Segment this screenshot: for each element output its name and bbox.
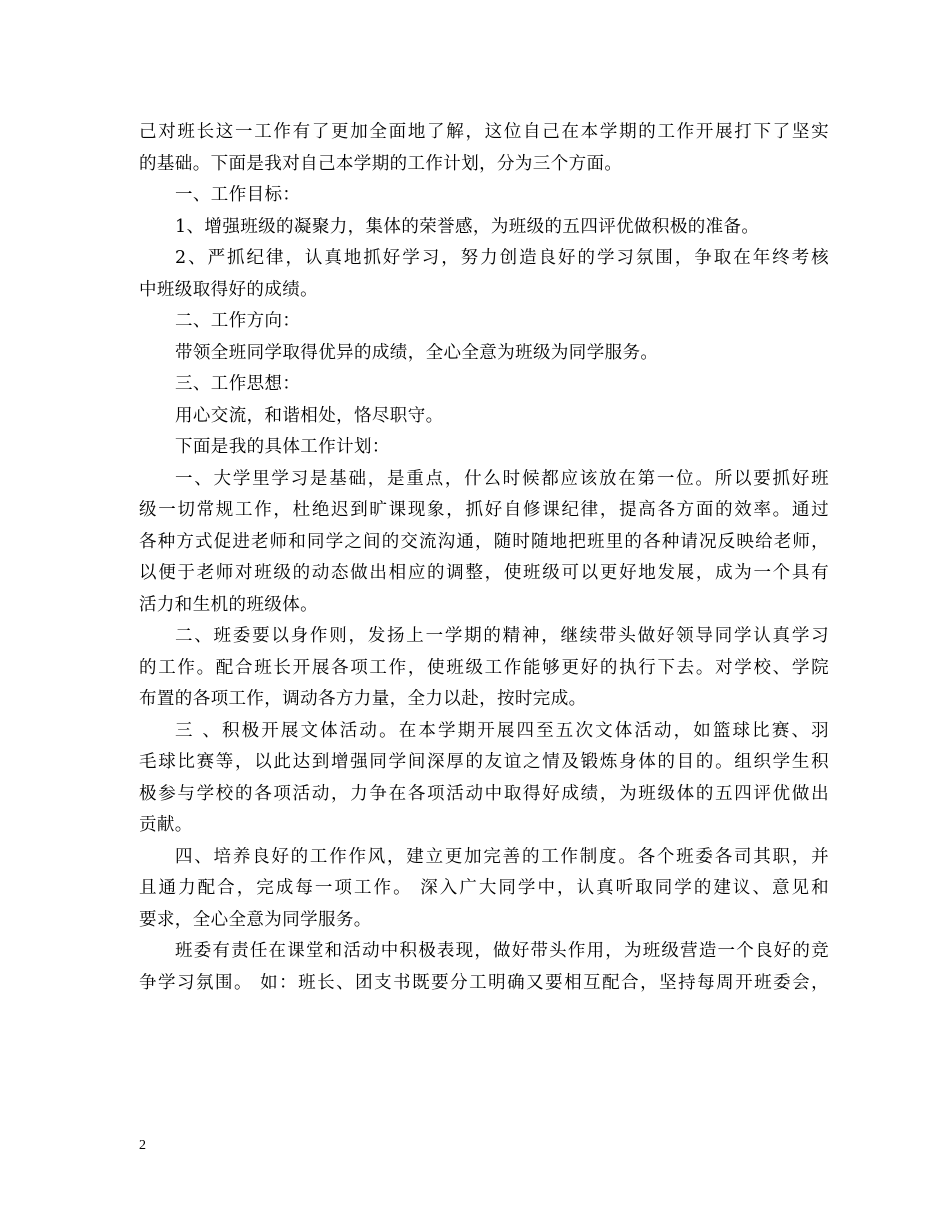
text-line: 各种方式促进老师和同学之间的交流沟通，随时随地把班里的各种请况反映给老师， [139,531,829,552]
text-line: 级一切常规工作，杜绝迟到旷课现象，抓好自修课纪律，提高各方面的效率。通过 [139,500,829,520]
text-line: 一、工作目标： [175,185,301,205]
text-line: 二、工作方向： [175,311,301,331]
text-line: 活力和生机的班级体。 [139,594,318,615]
text-line: 班委有责任在课堂和活动中积极表现，做好带头作用，为班级营造一个良好的竞 [175,941,829,961]
text-line: 的基础。下面是我对自己本学期的工作计划，分为三个方面。 [139,153,623,174]
text-line: 用心交流，和谐相处，恪尽职守。 [175,405,444,426]
page-number: 2 [139,1138,146,1153]
text-line: 贡献。 [139,815,193,835]
text-line: 的工作。配合班长开展各项工作，使班级工作能够更好的执行下去。对学校、学院 [139,657,829,678]
text-line: 以便于老师对班级的动态做出相应的调整，使班级可以更好地发展，成为一个具有 [139,563,829,583]
text-line: 布置的各项工作，调动各方力量，全力以赴，按时完成。 [139,689,587,709]
text-line: 己对班长这一工作有了更加全面地了解，这位自己在本学期的工作开展打下了坚实 [139,122,829,142]
text-line: 带领全班同学取得优异的成绩，全心全意为班级为同学服务。 [175,342,659,363]
text-line: 三、工作思想： [175,374,301,394]
text-line: 四、培养良好的工作作风，建立更加完善的工作制度。各个班委各司其职，并 [175,846,829,867]
text-line: 下面是我的具体工作计划： [175,437,390,457]
text-line: 二、班委要以身作则，发扬上一学期的精神，继续带头做好领导同学认真学习 [175,626,829,646]
text-line: 争学习氛围。 如：班长、团支书既要分工明确又要相互配合，坚持每周开班委会， [139,972,829,993]
text-line: 要求，全心全意为同学服务。 [139,909,372,930]
text-line: 且通力配合，完成每一项工作。 深入广大同学中，认真听取同学的建议、意见和 [139,878,829,898]
text-line: 毛球比赛等，以此达到增强同学间深厚的友谊之情及锻炼身体的目的。组织学生积 [139,752,829,772]
text-line: 一、大学里学习是基础，是重点，什么时候都应该放在第一位。所以要抓好班 [175,468,829,489]
text-line: 2、严抓纪律，认真地抓好学习，努力创造良好的学习氛围，争取在年终考核 [175,248,829,268]
text-line: 三 、积极开展文体活动。在本学期开展四至五次文体活动，如篮球比赛、羽 [175,720,829,741]
document-body [139,117,829,999]
text-line: 1、增强班级的凝聚力，集体的荣誉感，为班级的五四评优做积极的准备。 [175,216,760,237]
text-line: 中班级取得好的成绩。 [139,279,318,300]
text-line: 极参与学校的各项活动，力争在各项活动中取得好成绩，为班级体的五四评优做出 [139,783,829,804]
